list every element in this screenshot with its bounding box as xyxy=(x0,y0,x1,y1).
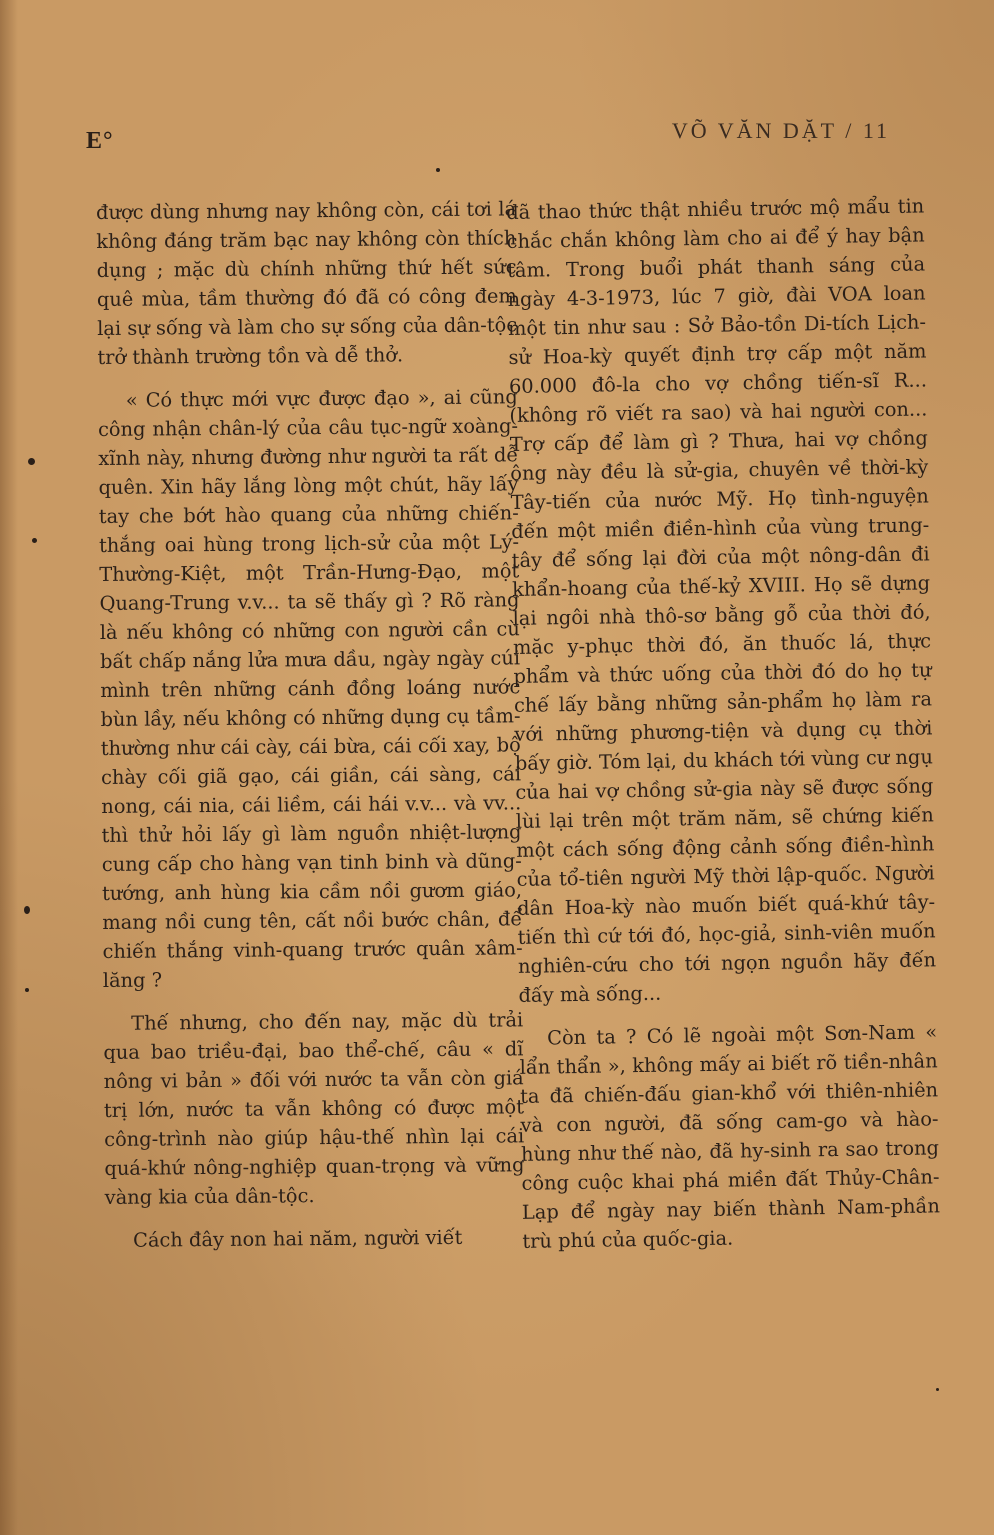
page-edge-shadow xyxy=(0,0,18,1535)
left-paragraph-2: « Có thực mới vực được đạo », ai cũng công nhận chân-lý của câu tục-ngữ xoàng-xĩnh này, nhưng đường như người ta rất dễ quên. Xin hãy lắng lòng một chút, hãy lấy tay che bớt hào quang của những chiến-thắng oai hùng trong lịch-sử của một Lý-Thường-Kiệt, một Trần-Hưng-Đạo, một Quang-Trung v.v... ta sẽ thấy gì ? Rõ ràng là nếu không có những con người cần cù bất chấp nắng lửa mưa dầu, ngày ngày cúi mình trên những cánh đồng loáng nước bùn lầy, nếu không có những dụng cụ tầm-thường như cái cày, cái bừa, cái cối xay, bộ chày cối giã gạo, cái giần, cái sàng, cái nong, cái nia, cái liềm, cái hái v.v... và vv... thì thử hỏi lấy gì làm nguồn nhiệt-lượng cung cấp cho hàng vạn tinh binh và dũng-tướng, anh hùng kia cầm nồi gươm giáo, mang nồi cung tên, cất nồi bước chân, để chiến thắng vinh-quang trước quân xâm-lăng ? xyxy=(97,385,523,992)
left-column xyxy=(96,194,525,1269)
left-paragraph-1: được dùng nhưng nay không còn, cái tơi lá không đáng trăm bạc nay không còn thích dụng ; mặc dù chính những thứ hết sức quê mùa, tầm thường đó đã có công đem lại sự sống và làm cho sự sống của dân-tộc trở thành trường tồn và dễ thở. xyxy=(96,197,518,369)
page-mark: E° xyxy=(86,128,114,154)
right-paragraph-1: đã thao thức thật nhiều trước mộ mẩu tin chắc chắn không làm cho ai để ý hay bận tâm. Trong buổi phát thanh sáng của ngày 4-3-1973, lúc 7 giờ, đài VOA loan một tin như sau : Sở Bảo-tồn Di-tích Lịch-sử Hoa-kỳ quyết định trợ cấp một năm 60.000 đô-la cho vợ chồng tiến-sĩ R... (không rõ viết ra sao) và hai người con... Trợ cấp để làm gì ? Thưa, hai vợ chồng ông này đều là sử-gia, chuyên về thời-kỳ Tây-tiến của nước Mỹ. Họ tình-nguyện đến một miền điền-hình của vùng trung-tây để sống lại đời của một nông-dân đi khẩn-hoang của thế-kỷ XVIII. Họ sẽ dựng lại ngôi nhà thô-sơ bằng gỗ của thời đó, mặc y-phục thời đó, ăn thuốc lá, thực phẩm và thức uống của thời đó do họ tự chế lấy bằng những sản-phẩm họ làm ra với những phương-tiện và dụng cụ thời bấy giờ. Tóm lại, du khách tới vùng cư ngụ của hai vợ chồng sử-gia này sẽ được sống lùi lại trên một trăm năm, sẽ chứng kiến một cách sống động cảnh sống điền-hình của tổ-tiên người Mỹ thời lập-quốc. Người dân Hoa-kỳ nào muốn biết quá-khứ tây-tiến thì cứ tới đó, học-giả, sinh-viên muốn nghiên-cứu cho tới ngọn nguồn hãy đến đấy mà sống... xyxy=(506,194,937,1007)
right-column xyxy=(506,191,941,1269)
margin-speck xyxy=(24,906,30,914)
margin-speck xyxy=(32,538,37,543)
right-paragraph-2: Còn ta ? Có lẽ ngoài một Sơn-Nam « lẩn thẩn », không mấy ai biết rõ tiền-nhân ta đã chiến-đấu gian-khổ với thiên-nhiên và con người, đã sống cam-go và hào-hùng như thế nào, đã hy-sinh ra sao trong công cuộc khai phá miền đất Thủy-Chân-Lạp để ngày nay biến thành Nam-phần trù phú của quốc-gia. xyxy=(519,1020,941,1253)
margin-speck xyxy=(936,1388,939,1391)
margin-speck xyxy=(436,168,440,172)
margin-speck xyxy=(25,988,29,992)
running-head: VÕ VĂN DẶT / 11 xyxy=(671,118,890,143)
margin-speck xyxy=(28,458,35,465)
left-paragraph-4: Cách đây non hai năm, người viết xyxy=(132,1225,463,1252)
left-paragraph-3: Thế nhưng, cho đến nay, mặc dù trải qua bao triều-đại, bao thể-chế, câu « dĩ nông vi bản » đối với nước ta vẫn còn giá trị lớn, nước ta vẫn không có được một công-trình nào giúp hậu-thế nhìn lại cái quá-khứ nông-nghiệp quan-trọng và vững vàng kia của dân-tộc. xyxy=(103,1008,525,1209)
